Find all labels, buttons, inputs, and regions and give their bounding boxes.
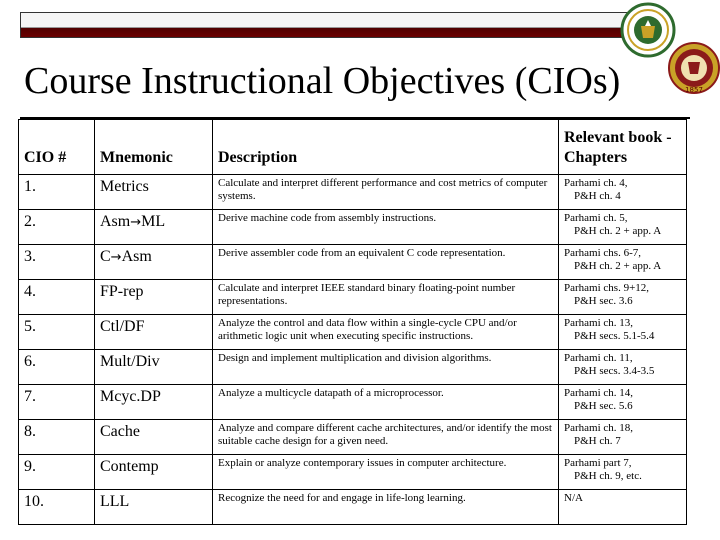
cio-mnemonic [95, 210, 213, 245]
cio-number: 8. [19, 420, 95, 455]
table-row [19, 455, 687, 490]
cio-book-reference [559, 280, 687, 315]
cio-number: 5. [19, 315, 95, 350]
header-cio-number: CIO # [19, 120, 95, 175]
reference-parhami: N/A [564, 492, 583, 504]
cio-description: Analyze the control and data flow within a single-cycle CPU and/or arithmetic logic unit when executing specific instructions. [213, 315, 559, 350]
cio-description: Design and implement multiplication and division algorithms. [213, 350, 559, 385]
reference-ph: P&H ch. 7 [574, 435, 621, 447]
header-description: Description [213, 120, 559, 175]
mnemonic-part-a: FP-rep [100, 283, 144, 300]
table-row [19, 210, 687, 245]
cio-book-reference [559, 245, 687, 280]
reference-ph: P&H secs. 5.1-5.4 [574, 330, 655, 342]
reference-ph: P&H sec. 3.6 [574, 295, 633, 307]
reference-parhami: Parhami ch. 11, [564, 352, 633, 364]
mnemonic-part-a: Cache [100, 423, 140, 440]
reference-parhami: Parhami ch. 4, [564, 177, 628, 189]
reference-ph: P&H ch. 2 + app. A [574, 225, 662, 237]
cio-book-reference [559, 350, 687, 385]
cio-mnemonic [95, 175, 213, 210]
mnemonic-part-a: Metrics [100, 178, 149, 195]
mnemonic-part-b: ML [141, 213, 166, 230]
mnemonic-part-a: Ctl/DF [100, 318, 145, 335]
reference-parhami: Parhami ch. 5, [564, 212, 628, 224]
table-header-row [19, 120, 687, 175]
cio-book-reference [559, 420, 687, 455]
cio-mnemonic [95, 490, 213, 525]
cio-number: 6. [19, 350, 95, 385]
reference-parhami: Parhami part 7, [564, 457, 632, 469]
cio-number: 1. [19, 175, 95, 210]
cio-mnemonic [95, 350, 213, 385]
cio-description: Analyze and compare different cache architectures, and/or identify the most suitable cache design for a given need. [213, 420, 559, 455]
mnemonic-part-a: Asm [100, 213, 131, 230]
seal-year: 1857 [685, 86, 703, 94]
reference-parhami: Parhami chs. 6-7, [564, 247, 641, 259]
cio-mnemonic [95, 455, 213, 490]
cio-number: 4. [19, 280, 95, 315]
reference-ph: P&H ch. 4 [574, 190, 621, 202]
slide-title: Course Instructional Objectives (CIOs) [24, 60, 621, 102]
cio-book-reference [559, 490, 687, 525]
mnemonic-part-a: Contemp [100, 458, 159, 475]
right-arrow-icon: → [130, 215, 142, 230]
table-row [19, 245, 687, 280]
reference-ph: P&H ch. 2 + app. A [574, 260, 662, 272]
table-row [19, 315, 687, 350]
cio-description: Calculate and interpret different performance and cost metrics of computer systems. [213, 175, 559, 210]
cio-book-reference [559, 175, 687, 210]
cio-book-reference [559, 210, 687, 245]
mnemonic-part-a: LLL [100, 493, 130, 510]
cio-description: Calculate and interpret IEEE standard binary floating-point number representations. [213, 280, 559, 315]
cio-mnemonic [95, 280, 213, 315]
reference-parhami: Parhami ch. 14, [564, 387, 634, 399]
reference-parhami: Parhami ch. 13, [564, 317, 634, 329]
cio-number: 7. [19, 385, 95, 420]
table-row [19, 420, 687, 455]
reference-ph: P&H ch. 9, etc. [574, 470, 642, 482]
cio-description: Derive assembler code from an equivalent C code representation. [213, 245, 559, 280]
cio-description: Explain or analyze contemporary issues in computer architecture. [213, 455, 559, 490]
mnemonic-part-a: Mcyc.DP [100, 388, 161, 405]
cio-mnemonic [95, 385, 213, 420]
cio-description: Derive machine code from assembly instructions. [213, 210, 559, 245]
cio-book-reference [559, 385, 687, 420]
cio-table [18, 119, 687, 525]
table-row [19, 350, 687, 385]
cio-description: Analyze a multicycle datapath of a microprocessor. [213, 385, 559, 420]
cio-mnemonic [95, 315, 213, 350]
header-mnemonic: Mnemonic [95, 120, 213, 175]
cio-number: 2. [19, 210, 95, 245]
cio-number: 9. [19, 455, 95, 490]
cio-description: Recognize the need for and engage in life-long learning. [213, 490, 559, 525]
table-row [19, 175, 687, 210]
header-relevant-book: Relevant book - Chapters [559, 120, 687, 175]
cio-book-reference [559, 455, 687, 490]
right-arrow-icon: → [110, 250, 122, 265]
mnemonic-part-a: C [100, 248, 111, 265]
university-seal-right-icon [668, 40, 720, 96]
cio-number: 3. [19, 245, 95, 280]
table-row [19, 490, 687, 525]
cio-mnemonic [95, 420, 213, 455]
reference-ph: P&H sec. 5.6 [574, 400, 633, 412]
cio-book-reference [559, 315, 687, 350]
cio-mnemonic [95, 245, 213, 280]
header-decorative-bar [20, 12, 630, 38]
table-body [19, 175, 687, 525]
reference-ph: P&H secs. 3.4-3.5 [574, 365, 655, 377]
cio-number: 10. [19, 490, 95, 525]
reference-parhami: Parhami chs. 9+12, [564, 282, 650, 294]
table-row [19, 385, 687, 420]
mnemonic-part-a: Mult/Div [100, 353, 160, 370]
table-row [19, 280, 687, 315]
mnemonic-part-b: Asm [121, 248, 152, 265]
reference-parhami: Parhami ch. 18, [564, 422, 634, 434]
